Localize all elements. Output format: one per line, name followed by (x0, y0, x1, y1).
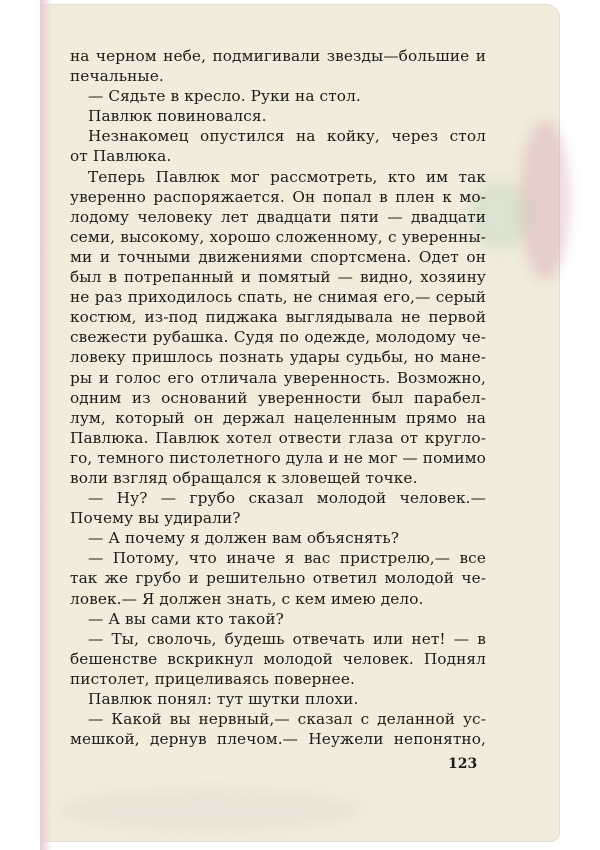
text-line: мешкой, дернув плечом.— Неужели непонятно, (70, 730, 486, 749)
text-line: — Сядьте в кресло. Руки на стол. (88, 87, 361, 106)
text-line: Незнакомец опустился на койку, через стол (88, 127, 486, 146)
text-line: от Павлюка. (70, 147, 172, 166)
text-line: Теперь Павлюк мог рассмотреть, кто им так (88, 167, 486, 186)
text-line: — Какой вы нервный,— сказал с деланной ус- (88, 710, 486, 729)
paper-stain (60, 790, 360, 830)
text-line: одним из оснований уверенности был парабел- (70, 388, 486, 407)
body-text (70, 46, 486, 749)
text-line: был в потрепанный и помятый — видно, хозяину (70, 268, 486, 287)
text-line: уверенно распоряжается. Он попал в плен к мо- (70, 187, 486, 206)
page-number: 123 (448, 756, 478, 772)
text-line: ловеку пришлось познать удары судьбы, но мане- (70, 348, 486, 367)
text-line: не раз приходилось спать, не снимая его,— серый (70, 288, 486, 307)
text-line: свежести рубашка. Судя по одежде, молодому че- (70, 328, 486, 347)
text-line: бешенстве вскрикнул молодой человек. Поднял (70, 649, 486, 668)
text-line: Павлюк повиновался. (88, 107, 267, 126)
text-line: семи, высокому, хорошо сложенному, с уверенны- (70, 227, 486, 246)
text-line: го, темного пистолетного дула и не мог — помимо (70, 448, 486, 467)
paper-stain (520, 120, 570, 280)
text-line: костюм, из-под пиджака выглядывала не первой (70, 308, 486, 327)
text-line: — Ну? — грубо сказал молодой человек.— (88, 489, 486, 508)
text-line: ры и голос его отличала уверенность. Возможно, (70, 368, 486, 387)
text-line: лум, который он держал нацеленным прямо на (70, 408, 486, 427)
text-line: — Ты, сволочь, будешь отвечать или нет! — в (88, 629, 486, 648)
text-line: — Потому, что иначе я вас пристрелю,— все (88, 549, 486, 568)
text-line: ловек.— Я должен знать, с кем имею дело. (70, 589, 424, 608)
text-line: печальные. (70, 67, 164, 86)
text-line: — А почему я должен вам объяснять? (88, 529, 400, 548)
text-line: Павлюк понял: тут шутки плохи. (88, 690, 359, 708)
text-line: лодому человеку лет двадцати пяти — двадцати (70, 207, 486, 226)
text-line: Почему вы удирали? (70, 509, 241, 528)
text-line: Павлюка. Павлюк хотел отвести глаза от кругло- (70, 428, 486, 447)
text-line: пистолет, прицеливаясь повернее. (70, 669, 355, 688)
paper-edge-tint (40, 0, 52, 850)
text-line: ми и точными движениями спортсмена. Одет он (70, 247, 486, 266)
text-line: — А вы сами кто такой? (88, 609, 284, 628)
text-line: воли взгляд обращался к зловещей точке. (70, 468, 418, 487)
text-line: так же грубо и решительно ответил молодой че- (70, 569, 486, 588)
text-line: на черном небе, подмигивали звезды—большие и (70, 47, 486, 65)
